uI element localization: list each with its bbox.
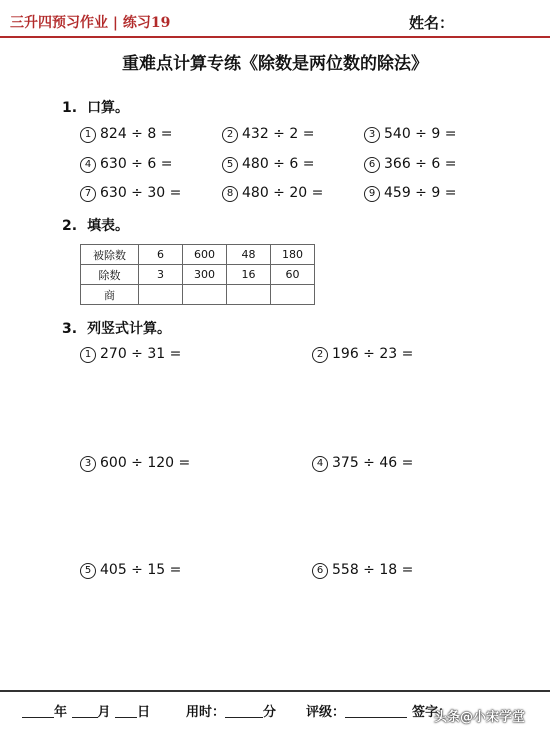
problem-expression: 405 ÷ 15 =: [100, 562, 182, 578]
mental-problem-9: [364, 185, 456, 202]
written-problem-3: [80, 455, 190, 472]
day-blank[interactable]: [115, 704, 137, 718]
circled-number: 5: [80, 563, 96, 579]
section-1-heading: [62, 97, 129, 117]
written-problem-1: [80, 346, 181, 363]
time-label: 用时：: [186, 705, 226, 720]
answer-cell[interactable]: [271, 285, 315, 305]
circled-number: 2: [222, 127, 238, 143]
mental-problem-8: [222, 185, 323, 202]
page-title: 重难点计算专练《除数是两位数的除法》: [122, 54, 428, 74]
written-problem-6: [312, 562, 413, 579]
problem-expression: 459 ÷ 9 =: [384, 185, 457, 201]
section-3-number: 3.: [62, 321, 78, 337]
circled-number: 1: [80, 347, 96, 363]
time-field: [186, 701, 276, 720]
division-fill-table: [80, 244, 315, 305]
section-2-heading: [62, 215, 129, 235]
section-1-number: 1.: [62, 100, 78, 116]
written-problem-2: [312, 346, 413, 363]
minute-label: 分: [263, 705, 277, 720]
problem-expression: 558 ÷ 18 =: [332, 562, 414, 578]
grade-field: [306, 701, 407, 720]
day-label: 日: [137, 705, 151, 720]
circled-number: 3: [364, 127, 380, 143]
table-cell: 3: [139, 265, 183, 285]
table-cell: 6: [139, 245, 183, 265]
table-row: [81, 265, 315, 285]
problem-expression: 630 ÷ 6 =: [100, 156, 173, 172]
section-1-label: 口算。: [87, 100, 130, 116]
problem-expression: 540 ÷ 9 =: [384, 126, 457, 142]
problem-expression: 630 ÷ 30 =: [100, 185, 182, 201]
footer-divider: [0, 690, 550, 692]
circled-number: 4: [312, 456, 328, 472]
grade-blank[interactable]: [345, 704, 407, 718]
name-label: 姓名：: [409, 14, 455, 32]
year-label: 年: [54, 705, 68, 720]
table-cell: 300: [183, 265, 227, 285]
circled-number: 7: [80, 186, 96, 202]
problem-expression: 366 ÷ 6 =: [384, 156, 457, 172]
problem-expression: 196 ÷ 23 =: [332, 346, 414, 362]
signature-label: 签字：: [412, 705, 452, 720]
circled-number: 9: [364, 186, 380, 202]
problem-expression: 480 ÷ 6 =: [242, 156, 315, 172]
grade-label: 评级：: [306, 705, 346, 720]
table-cell: 16: [227, 265, 271, 285]
circled-number: 5: [222, 157, 238, 173]
circled-number: 1: [80, 127, 96, 143]
problem-expression: 375 ÷ 46 =: [332, 455, 414, 471]
problem-expression: 824 ÷ 8 =: [100, 126, 173, 142]
circled-number: 2: [312, 347, 328, 363]
circled-number: 6: [364, 157, 380, 173]
row-header: 被除数: [81, 245, 139, 265]
circled-number: 3: [80, 456, 96, 472]
problem-expression: 270 ÷ 31 =: [100, 346, 182, 362]
year-blank[interactable]: [22, 704, 54, 718]
row-header: 商: [81, 285, 139, 305]
watermark: 头条@小宋学堂: [434, 710, 526, 725]
mental-problem-1: [80, 126, 172, 143]
time-blank[interactable]: [225, 704, 263, 718]
circled-number: 4: [80, 157, 96, 173]
mental-problem-6: [364, 156, 456, 173]
mental-problem-4: [80, 156, 172, 173]
circled-number: 8: [222, 186, 238, 202]
table-cell: 180: [271, 245, 315, 265]
section-3-label: 列竖式计算。: [87, 321, 172, 337]
row-header: 除数: [81, 265, 139, 285]
mental-problem-3: [364, 126, 456, 143]
written-problem-4: [312, 455, 413, 472]
table-cell: 48: [227, 245, 271, 265]
answer-cell[interactable]: [183, 285, 227, 305]
table-row: [81, 285, 315, 305]
problem-expression: 600 ÷ 120 =: [100, 455, 191, 471]
mental-problem-7: [80, 185, 181, 202]
section-2-number: 2.: [62, 218, 78, 234]
table-cell: 60: [271, 265, 315, 285]
month-label: 月: [97, 705, 111, 720]
table-row: [81, 245, 315, 265]
mental-problem-5: [222, 156, 314, 173]
problem-expression: 480 ÷ 20 =: [242, 185, 324, 201]
answer-cell[interactable]: [227, 285, 271, 305]
worksheet-series-label: 三升四预习作业 | 练习19: [10, 15, 171, 31]
mental-problem-2: [222, 126, 314, 143]
problem-expression: 432 ÷ 2 =: [242, 126, 315, 142]
answer-cell[interactable]: [139, 285, 183, 305]
circled-number: 6: [312, 563, 328, 579]
section-3-heading: [62, 318, 171, 338]
month-blank[interactable]: [72, 704, 98, 718]
table-cell: 600: [183, 245, 227, 265]
section-2-label: 填表。: [87, 218, 130, 234]
written-problem-5: [80, 562, 181, 579]
date-field: [22, 701, 150, 720]
header-divider: [0, 36, 550, 38]
